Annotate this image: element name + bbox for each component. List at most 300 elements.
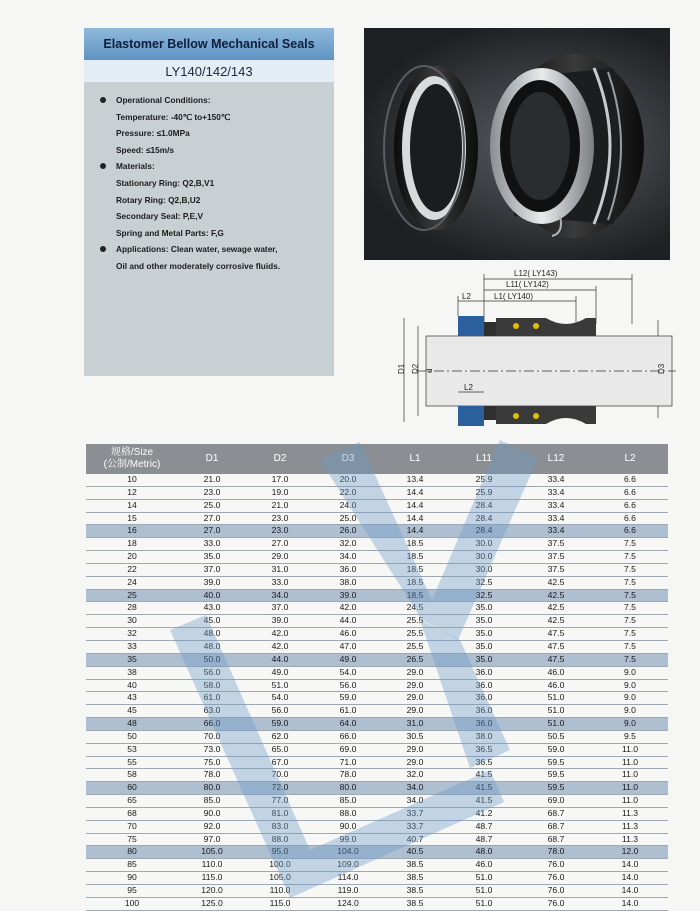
table-cell: 20.0 — [314, 474, 382, 486]
table-row — [86, 820, 668, 833]
table-body — [86, 474, 668, 910]
table-cell: 24.5 — [382, 602, 448, 615]
table-cell: 71.0 — [314, 756, 382, 769]
product-title: Elastomer Bellow Mechanical Seals — [103, 37, 315, 51]
table-row — [86, 563, 668, 576]
table-cell: 70 — [86, 820, 178, 833]
table-cell: 59.0 — [520, 743, 592, 756]
column-header — [86, 444, 178, 474]
table-cell: 30.0 — [448, 538, 520, 551]
table-cell: 75 — [86, 833, 178, 846]
table-cell: 19.0 — [246, 486, 314, 499]
table-cell: 59.0 — [246, 718, 314, 731]
dimension-table — [86, 444, 668, 911]
table-cell: 72.0 — [246, 782, 314, 795]
table-cell: 56.0 — [178, 666, 246, 679]
label-l12: L12( LY143) — [514, 269, 558, 278]
table-cell: 58.0 — [178, 679, 246, 692]
table-cell: 27.0 — [178, 525, 246, 538]
table-cell: 109.0 — [314, 859, 382, 872]
table-cell: 39.0 — [178, 576, 246, 589]
table-cell: 20 — [86, 551, 178, 564]
table-cell: 99.0 — [314, 833, 382, 846]
table-cell: 110.0 — [178, 859, 246, 872]
table-cell: 95.0 — [246, 846, 314, 859]
table-cell: 80 — [86, 846, 178, 859]
table-row — [86, 653, 668, 666]
table-row — [86, 525, 668, 538]
table-row — [86, 551, 668, 564]
table-cell: 46.0 — [314, 628, 382, 641]
table-cell: 95 — [86, 885, 178, 898]
table-cell: 75.0 — [178, 756, 246, 769]
table-cell: 11.3 — [592, 833, 668, 846]
table-row — [86, 474, 668, 486]
table-row — [86, 833, 668, 846]
table-cell: 70.0 — [246, 769, 314, 782]
spec-item: Oil and other moderately corrosive fluids. — [116, 260, 281, 271]
table-cell: 36.0 — [314, 563, 382, 576]
table-cell: 68 — [86, 807, 178, 820]
spec-item: Pressure: ≤1.0MPa — [116, 128, 190, 139]
table-cell: 40.0 — [178, 589, 246, 602]
table-cell: 97.0 — [178, 833, 246, 846]
table-cell: 11.0 — [592, 769, 668, 782]
table-cell: 6.6 — [592, 474, 668, 486]
spec-item: Temperature: -40℃ to+150℃ — [116, 111, 231, 122]
table-cell: 25.9 — [448, 486, 520, 499]
table-cell: 29.0 — [382, 743, 448, 756]
column-header — [592, 444, 668, 474]
table-row — [86, 730, 668, 743]
table-cell: 45.0 — [178, 615, 246, 628]
table-cell: 7.5 — [592, 538, 668, 551]
table-cell: 78.0 — [178, 769, 246, 782]
table-cell: 36.0 — [448, 679, 520, 692]
table-cell: 12 — [86, 486, 178, 499]
table-cell: 42.0 — [246, 640, 314, 653]
table-cell: 24.0 — [314, 499, 382, 512]
table-cell: 78.0 — [520, 846, 592, 859]
table-cell: 28.4 — [448, 525, 520, 538]
table-row — [86, 640, 668, 653]
table-cell: 65 — [86, 795, 178, 808]
table-cell: 9.5 — [592, 730, 668, 743]
table-cell: 115.0 — [246, 897, 314, 910]
table-row — [86, 628, 668, 641]
table-cell: 78.0 — [314, 769, 382, 782]
table-cell: 76.0 — [520, 859, 592, 872]
table-cell: 29.0 — [382, 679, 448, 692]
spec-heading: Materials: — [92, 158, 330, 175]
table-cell: 11.0 — [592, 782, 668, 795]
table-cell: 69.0 — [314, 743, 382, 756]
table-cell: 42.0 — [314, 602, 382, 615]
table-row — [86, 666, 668, 679]
table-row — [86, 615, 668, 628]
table-cell: 33 — [86, 640, 178, 653]
table-cell: 10 — [86, 474, 178, 486]
table-cell: 14.4 — [382, 499, 448, 512]
table-cell: 33.0 — [178, 538, 246, 551]
table-cell: 83.0 — [246, 820, 314, 833]
table-cell: 32.5 — [448, 589, 520, 602]
table-cell: 48.7 — [448, 820, 520, 833]
table-cell: 32 — [86, 628, 178, 641]
table-cell: 38.5 — [382, 885, 448, 898]
table-cell: 41.5 — [448, 795, 520, 808]
table-cell: 48.0 — [178, 628, 246, 641]
table-cell: 55 — [86, 756, 178, 769]
table-cell: 35.0 — [178, 551, 246, 564]
table-cell: 9.0 — [592, 692, 668, 705]
table-cell: 90 — [86, 872, 178, 885]
table-cell: 14.4 — [382, 486, 448, 499]
table-cell: 114.0 — [314, 872, 382, 885]
table-row — [86, 872, 668, 885]
table-cell: 29.0 — [382, 666, 448, 679]
table-cell: 63.0 — [178, 705, 246, 718]
table-cell: 11.0 — [592, 795, 668, 808]
table-cell: 41.2 — [448, 807, 520, 820]
column-header — [314, 444, 382, 474]
table-cell: 9.0 — [592, 679, 668, 692]
table-cell: 21.0 — [178, 474, 246, 486]
table-cell: 125.0 — [178, 897, 246, 910]
table-cell: 21.0 — [246, 499, 314, 512]
table-row — [86, 846, 668, 859]
table-cell: 29.0 — [382, 756, 448, 769]
table-cell: 34.0 — [246, 589, 314, 602]
spec-heading: Operational Conditions: — [92, 92, 330, 109]
table-cell: 15 — [86, 512, 178, 525]
label-l1: L1( LY140) — [494, 292, 533, 301]
table-cell: 64.0 — [314, 718, 382, 731]
table-cell: 33.0 — [246, 576, 314, 589]
table-cell: 115.0 — [178, 872, 246, 885]
table-cell: 18.5 — [382, 589, 448, 602]
table-header-row — [86, 444, 668, 474]
table-cell: 33.7 — [382, 807, 448, 820]
column-header-text: L2 — [624, 453, 636, 464]
table-cell: 50.5 — [520, 730, 592, 743]
table-cell: 14.0 — [592, 885, 668, 898]
table-cell: 35 — [86, 653, 178, 666]
table-cell: 28.4 — [448, 512, 520, 525]
table-cell: 42.5 — [520, 602, 592, 615]
table-cell: 51.0 — [246, 679, 314, 692]
column-header-text: L1 — [409, 453, 421, 464]
info-panel — [84, 28, 334, 376]
table-row — [86, 538, 668, 551]
table-cell: 35.0 — [448, 628, 520, 641]
table-cell: 73.0 — [178, 743, 246, 756]
table-cell: 88.0 — [314, 807, 382, 820]
table-cell: 32.0 — [314, 538, 382, 551]
column-header-text: D2 — [273, 453, 287, 464]
label-l2-bottom: L2 — [464, 383, 473, 392]
table-cell: 76.0 — [520, 897, 592, 910]
table-cell: 47.0 — [314, 640, 382, 653]
table-row — [86, 859, 668, 872]
table-cell: 46.0 — [448, 859, 520, 872]
table-cell: 105.0 — [246, 872, 314, 885]
table-cell: 18.5 — [382, 563, 448, 576]
table-cell: 46.0 — [520, 679, 592, 692]
table-row — [86, 885, 668, 898]
table-cell: 14.0 — [592, 897, 668, 910]
table-row — [86, 705, 668, 718]
table-cell: 30 — [86, 615, 178, 628]
spec-item: Secondary Seal: P,E,V — [116, 211, 204, 222]
table-cell: 42.5 — [520, 615, 592, 628]
column-header — [520, 444, 592, 474]
table-cell: 44.0 — [246, 653, 314, 666]
product-photo — [364, 28, 670, 260]
column-header-text: 规格/Size — [110, 447, 154, 458]
table-cell: 53 — [86, 743, 178, 756]
table-cell: 27.0 — [246, 538, 314, 551]
table-cell: 50 — [86, 730, 178, 743]
table-cell: 25.9 — [448, 474, 520, 486]
column-header-text: L11 — [476, 453, 492, 464]
table-cell: 31.0 — [382, 718, 448, 731]
table-cell: 59.5 — [520, 769, 592, 782]
table-cell: 119.0 — [314, 885, 382, 898]
column-header — [448, 444, 520, 474]
table-cell: 66.0 — [314, 730, 382, 743]
table-cell: 76.0 — [520, 872, 592, 885]
table-row — [86, 769, 668, 782]
label-d2: D2 — [411, 363, 420, 374]
table-cell: 80.0 — [314, 782, 382, 795]
label-l11: L11( LY142) — [506, 280, 549, 289]
table-cell: 54.0 — [314, 666, 382, 679]
table-cell: 49.0 — [314, 653, 382, 666]
table-cell: 124.0 — [314, 897, 382, 910]
table-cell: 22.0 — [314, 486, 382, 499]
label-d3: D3 — [657, 363, 666, 374]
table-cell: 11.3 — [592, 807, 668, 820]
table-cell: 85.0 — [314, 795, 382, 808]
table-cell: 65.0 — [246, 743, 314, 756]
table-cell: 7.5 — [592, 576, 668, 589]
table-cell: 7.5 — [592, 653, 668, 666]
table-cell: 68.7 — [520, 807, 592, 820]
table-cell: 37.0 — [178, 563, 246, 576]
table-cell: 105.0 — [178, 846, 246, 859]
table-row — [86, 718, 668, 731]
column-header — [246, 444, 314, 474]
table-cell: 56.0 — [314, 679, 382, 692]
spec-item: Spring and Metal Parts: F,G — [116, 227, 224, 238]
table-cell: 36.0 — [448, 692, 520, 705]
table-cell: 40.7 — [382, 833, 448, 846]
column-header — [382, 444, 448, 474]
table-row — [86, 756, 668, 769]
table-cell: 30.5 — [382, 730, 448, 743]
table-cell: 43.0 — [178, 602, 246, 615]
table-cell: 43 — [86, 692, 178, 705]
table-cell: 9.0 — [592, 705, 668, 718]
table-cell: 80.0 — [178, 782, 246, 795]
table-row — [86, 589, 668, 602]
column-header-text: L12 — [547, 453, 565, 464]
table-cell: 34.0 — [314, 551, 382, 564]
table-cell: 37.5 — [520, 538, 592, 551]
table-cell: 68.7 — [520, 833, 592, 846]
table-cell: 81.0 — [246, 807, 314, 820]
table-cell: 34.0 — [382, 782, 448, 795]
table-cell: 33.4 — [520, 499, 592, 512]
table-cell: 47.5 — [520, 640, 592, 653]
table-cell: 33.4 — [520, 525, 592, 538]
label-l2-top: L2 — [462, 292, 471, 301]
table-cell: 48 — [86, 718, 178, 731]
table-cell: 48.7 — [448, 833, 520, 846]
table-cell: 51.0 — [448, 872, 520, 885]
table-cell: 18 — [86, 538, 178, 551]
table-cell: 38.5 — [382, 897, 448, 910]
table-cell: 37.0 — [246, 602, 314, 615]
table-cell: 14.4 — [382, 525, 448, 538]
table-cell: 67.0 — [246, 756, 314, 769]
table-cell: 31.0 — [246, 563, 314, 576]
table-cell: 62.0 — [246, 730, 314, 743]
table-cell: 35.0 — [448, 640, 520, 653]
table-cell: 6.6 — [592, 499, 668, 512]
table-cell: 47.5 — [520, 628, 592, 641]
table-cell: 100.0 — [246, 859, 314, 872]
table-cell: 26.5 — [382, 653, 448, 666]
table-cell: 39.0 — [246, 615, 314, 628]
table-cell: 18.5 — [382, 538, 448, 551]
table-cell: 37.5 — [520, 551, 592, 564]
table-cell: 48.0 — [448, 846, 520, 859]
table-cell: 70.0 — [178, 730, 246, 743]
table-cell: 28.4 — [448, 499, 520, 512]
table-cell: 11.3 — [592, 820, 668, 833]
table-cell: 66.0 — [178, 718, 246, 731]
table-cell: 23.0 — [178, 486, 246, 499]
table-cell: 54.0 — [246, 692, 314, 705]
technical-drawing — [396, 266, 680, 442]
table-cell: 26.0 — [314, 525, 382, 538]
table-row — [86, 897, 668, 910]
table-cell: 18.5 — [382, 551, 448, 564]
table-cell: 41.5 — [448, 782, 520, 795]
table-cell: 27.0 — [178, 512, 246, 525]
table-cell: 40.5 — [382, 846, 448, 859]
table-cell: 7.5 — [592, 640, 668, 653]
table-cell: 68.7 — [520, 820, 592, 833]
table-cell: 14.0 — [592, 872, 668, 885]
table-cell: 25.5 — [382, 628, 448, 641]
table-cell: 38.5 — [382, 872, 448, 885]
table-cell: 39.0 — [314, 589, 382, 602]
table-cell: 34.0 — [382, 795, 448, 808]
table-cell: 33.4 — [520, 474, 592, 486]
column-header — [178, 444, 246, 474]
table-cell: 44.0 — [314, 615, 382, 628]
label-d1: D1 — [397, 363, 406, 374]
table-cell: 59.0 — [314, 692, 382, 705]
table-cell: 51.0 — [448, 897, 520, 910]
spec-item: Speed: ≤15m/s — [116, 144, 175, 155]
table-cell: 51.0 — [520, 692, 592, 705]
table-cell: 9.0 — [592, 666, 668, 679]
table-cell: 33.7 — [382, 820, 448, 833]
column-header-text: (公制/Metric) — [103, 459, 161, 470]
table-cell: 17.0 — [246, 474, 314, 486]
table-cell: 58 — [86, 769, 178, 782]
table-cell: 6.6 — [592, 512, 668, 525]
table-cell: 47.5 — [520, 653, 592, 666]
table-row — [86, 576, 668, 589]
table-cell: 120.0 — [178, 885, 246, 898]
seal-photo-illustration — [364, 28, 670, 260]
table-cell: 28 — [86, 602, 178, 615]
table-cell: 30.0 — [448, 551, 520, 564]
table-row — [86, 692, 668, 705]
table-cell: 88.0 — [246, 833, 314, 846]
table-cell: 7.5 — [592, 615, 668, 628]
table-cell: 12.0 — [592, 846, 668, 859]
table-cell: 110.0 — [246, 885, 314, 898]
table-row — [86, 486, 668, 499]
table-cell: 36.5 — [448, 743, 520, 756]
table-cell: 25.5 — [382, 640, 448, 653]
column-header-text: D3 — [341, 453, 355, 464]
table-cell: 42.5 — [520, 576, 592, 589]
table-cell: 38.0 — [448, 730, 520, 743]
table-cell: 23.0 — [246, 525, 314, 538]
title-bar — [84, 28, 334, 60]
table-cell: 32.0 — [382, 769, 448, 782]
table-cell: 92.0 — [178, 820, 246, 833]
table-cell: 59.5 — [520, 782, 592, 795]
table-cell: 36.0 — [448, 705, 520, 718]
table-cell: 90.0 — [314, 820, 382, 833]
table-cell: 22 — [86, 563, 178, 576]
table-cell: 14.0 — [592, 859, 668, 872]
table-cell: 32.5 — [448, 576, 520, 589]
table-cell: 40 — [86, 679, 178, 692]
model-number: LY140/142/143 — [165, 63, 253, 79]
spec-heading: Applications: Clean water, sewage water, — [92, 241, 330, 258]
table-cell: 7.5 — [592, 551, 668, 564]
table-cell: 104.0 — [314, 846, 382, 859]
table-cell: 100 — [86, 897, 178, 910]
table-cell: 36.0 — [448, 718, 520, 731]
table-cell: 41.5 — [448, 769, 520, 782]
table-cell: 25.0 — [178, 499, 246, 512]
table-cell: 25 — [86, 589, 178, 602]
table-cell: 51.0 — [520, 705, 592, 718]
table-cell: 11.0 — [592, 743, 668, 756]
table-row — [86, 679, 668, 692]
table-cell: 18.5 — [382, 576, 448, 589]
table-cell: 45 — [86, 705, 178, 718]
table-cell: 29.0 — [382, 705, 448, 718]
table-cell: 23.0 — [246, 512, 314, 525]
table-cell: 7.5 — [592, 628, 668, 641]
table-cell: 60 — [86, 782, 178, 795]
table-row — [86, 782, 668, 795]
table-cell: 13.4 — [382, 474, 448, 486]
table-cell: 9.0 — [592, 718, 668, 731]
table-cell: 38.5 — [382, 859, 448, 872]
